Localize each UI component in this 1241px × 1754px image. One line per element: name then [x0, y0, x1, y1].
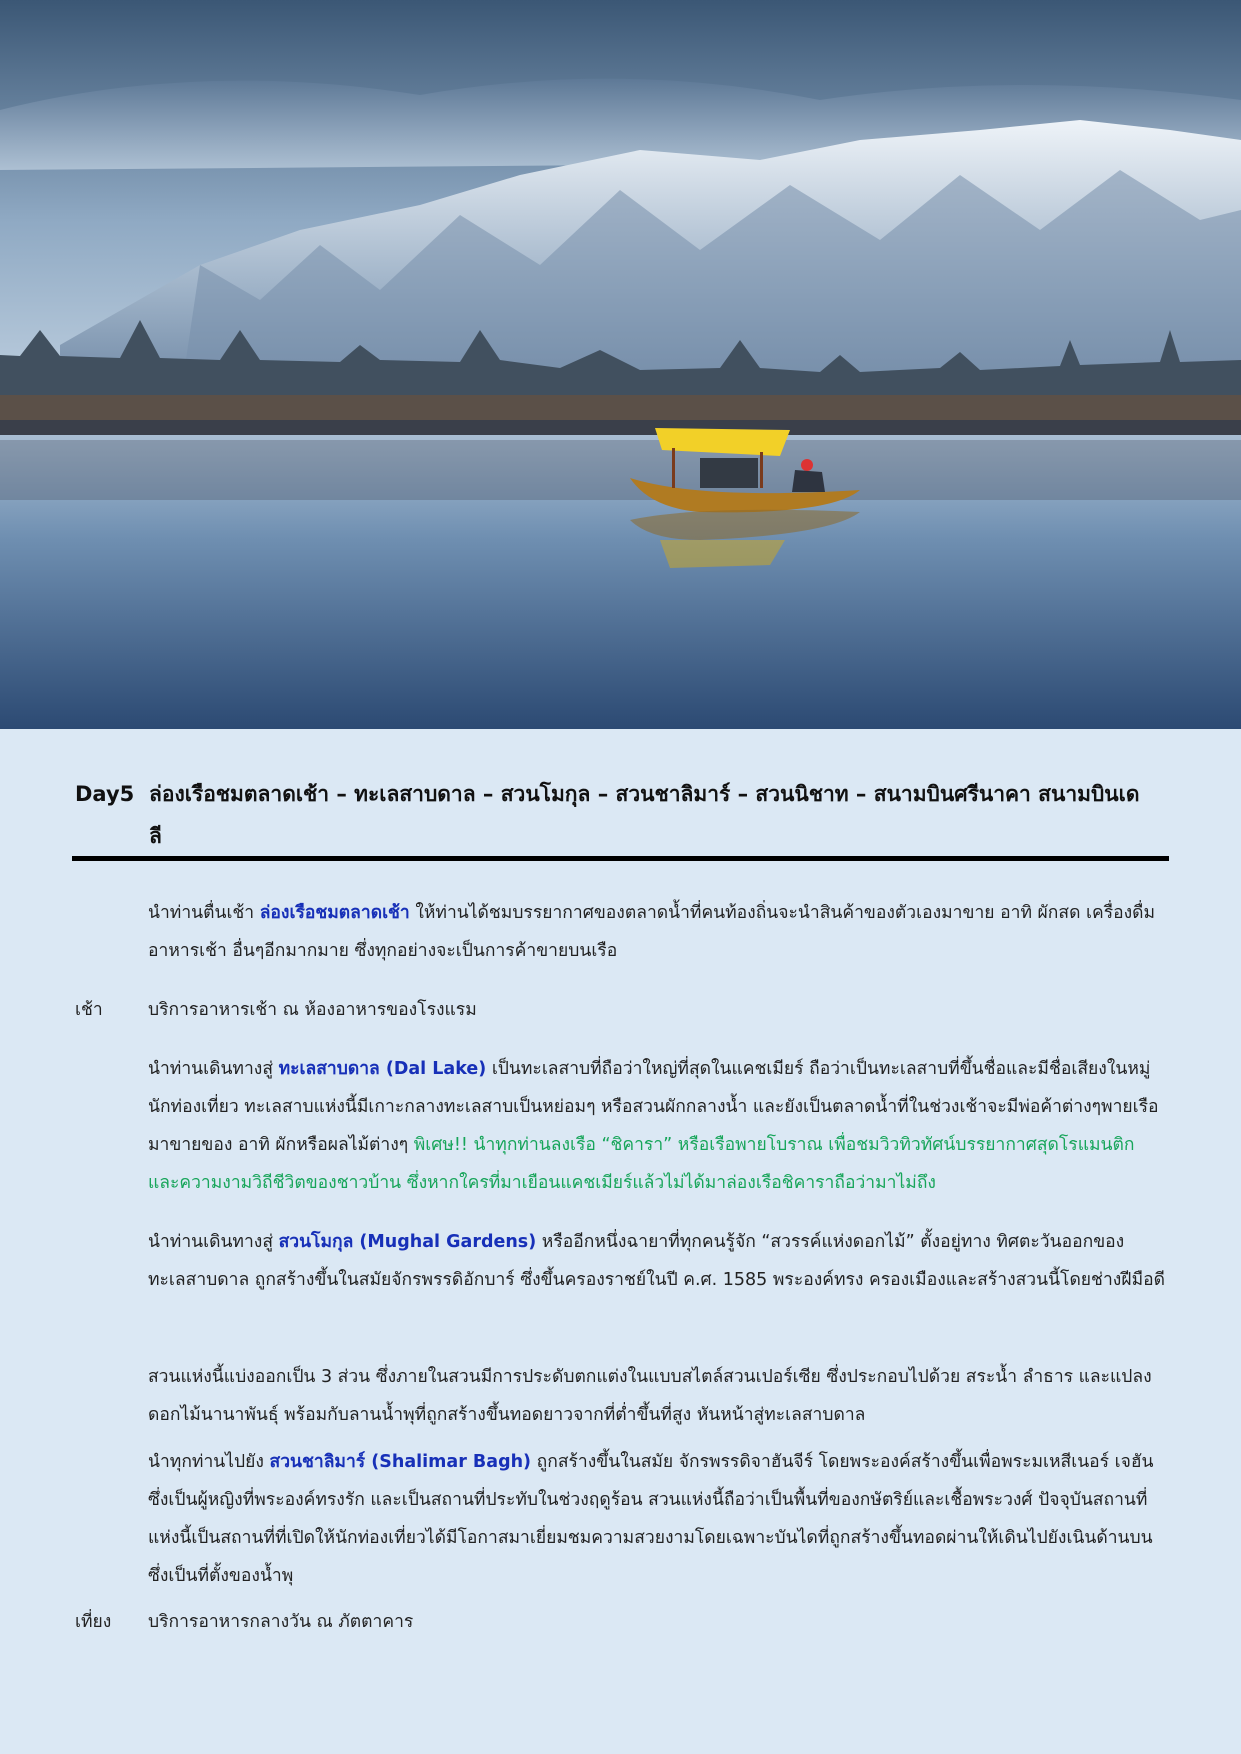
meal-lunch [75, 1603, 1175, 1641]
p2-text-b: เป็นทะเลสาบที่ถือว่าใหญ่ที่สุดในแคชเมียร์ ถือว่าเป็นทะเลสาบที่ขึ้นชื่อและมีชื่อเสียงในหมู่นักท่องเที่ยว ทะเลสาบแห่งนี้มีเกาะกลางทะเลสาบเป็นหย่อมๆ หรือสวนผักกลางน้ำ และยังเป็นตลาดน้ำที่ในช่วงเช้าจะมีพ่อค้าต่างๆพายเรือมาขายของ อาทิ ผักหรือผลไม้ต่างๆ [148, 1059, 1159, 1155]
p2-text-a: นำท่านเดินทางสู่ [148, 1059, 279, 1079]
day-label: Day5 [75, 782, 135, 806]
p5-text-a: นำทุกท่านไปยัง [148, 1452, 270, 1472]
meal-text: บริการอาหารเช้า ณ ห้องอาหารของโรงแรม [148, 1000, 477, 1020]
p4-text: สวนแห่งนี้แบ่งออกเป็น 3 ส่วน ซึ่งภายในสวนมีการประดับตกแต่งในแบบสไตล์สวนเปอร์เซีย ซึ่งประกอบไปด้วย สระน้ำ ลำธาร และแปลงดอกไม้นานาพันธุ์ พร้อมกับลานน้ำพุที่ถูกสร้างขึ้นทอดยาวจากที่ต่ำขึ้นที่สูง หันหน้าสู่ทะเลสาบดาล [148, 1367, 1152, 1425]
p5-text-b: ถูกสร้างขึ้นในสมัย จักรพรรดิจาฮันจีร์ โดยพระองค์สร้างขึ้นเพื่อพระมเหสีเนอร์ เจฮัน ซึ่งเป็นผู้หญิงที่พระองค์ทรงรัก และเป็นสถานที่ประทับในช่วงฤดูร้อน สวนแห่งนี้ถือว่าเป็นพื้นที่ของกษัตริย์และเชื้อพระวงศ์ ปัจจุบันสถานที่แห่งนี้เป็นสถานที่ที่เปิดให้นักท่องเที่ยวได้มีโอกาสมาเยี่ยมชมความสวยงามโดยเฉพาะบันไดที่ถูกสร้างขึ้นทอดผ่านให้เดินไปยังเนินด้านบนซึ่งเป็นที่ตั้งของน้ำพุ [148, 1452, 1154, 1586]
highlight-mughal-gardens: สวนโมกุล (Mughal Gardens) [278, 1232, 537, 1252]
p1-text-a: นำท่านตื่นเช้า [148, 903, 260, 923]
p3-text-a: นำท่านเดินทางสู่ [148, 1232, 279, 1252]
hero-photo [0, 0, 1241, 729]
highlight-shalimar-bagh: สวนชาลิมาร์ (Shalimar Bagh) [269, 1452, 532, 1472]
highlight-dal-lake: ทะเลสาบดาล (Dal Lake) [278, 1059, 487, 1079]
day-title: ล่องเรือชมตลาดเช้า – ทะเลสาบดาล – สวนโมกุล – สวนชาลิมาร์ – สวนนิชาท – สนามบินศรีนาคา สนามบินเดลี [149, 782, 1140, 848]
header-divider [72, 856, 1169, 861]
paragraph-garden-sections [148, 1358, 1168, 1434]
lake-mountain-illustration [0, 0, 1241, 729]
paragraph-shalimar-bagh [148, 1443, 1168, 1595]
p1-text-b: ให้ท่านได้ชมบรรยากาศของตลาดน้ำที่คนท้องถิ่นจะนำสินค้าของตัวเองมาขาย อาทิ ผักสด เครื่องดื่ม อาหารเช้า อื่นๆอีกมากมาย ซึ่งทุกอย่างจะเป็นการค้าขายบนเรือ [148, 903, 1156, 961]
paragraph-mughal-gardens [148, 1223, 1168, 1299]
meal-breakfast [75, 991, 1175, 1029]
shore-reflection [0, 440, 1241, 500]
paragraph-floating-market [148, 894, 1168, 970]
p3-text-b: หรืออีกหนึ่งฉายาที่ทุกคนรู้จัก “สวรรค์แห่งดอกไม้” ตั้งอยู่ทาง ทิศตะวันออกของทะเลสาบดาล ถูกสร้างขึ้นในสมัยจักรพรรดิอักบาร์ ซึ่งขึ้นครองราชย์ในปี ค.ศ. 1585 พระองค์ทรง ครองเมืองและสร้างสวนนี้โดยช่างฝีมือดี [148, 1232, 1165, 1290]
special-shikara-note: พิเศษ!! นำทุกท่านลงเรือ “ชิคารา” หรือเรือพายโบราณ เพื่อชมวิวทิวทัศน์บรรยากาศสุดโรแมนติก และความงามวิถีชีวิตของชาวบ้าน ซึ่งหากใครที่มาเยือนแคชเมียร์แล้วไม่ได้มาล่องเรือชิคาราถือว่ามาไม่ถึง [148, 1135, 1135, 1193]
meal-text: บริการอาหารกลางวัน ณ ภัตตาคาร [148, 1612, 414, 1632]
paragraph-dal-lake [148, 1050, 1168, 1202]
meal-time: เที่ยง [75, 1612, 112, 1632]
meal-time: เช้า [75, 1000, 103, 1020]
highlight-floating-market: ล่องเรือชมตลาดเช้า [259, 903, 410, 923]
